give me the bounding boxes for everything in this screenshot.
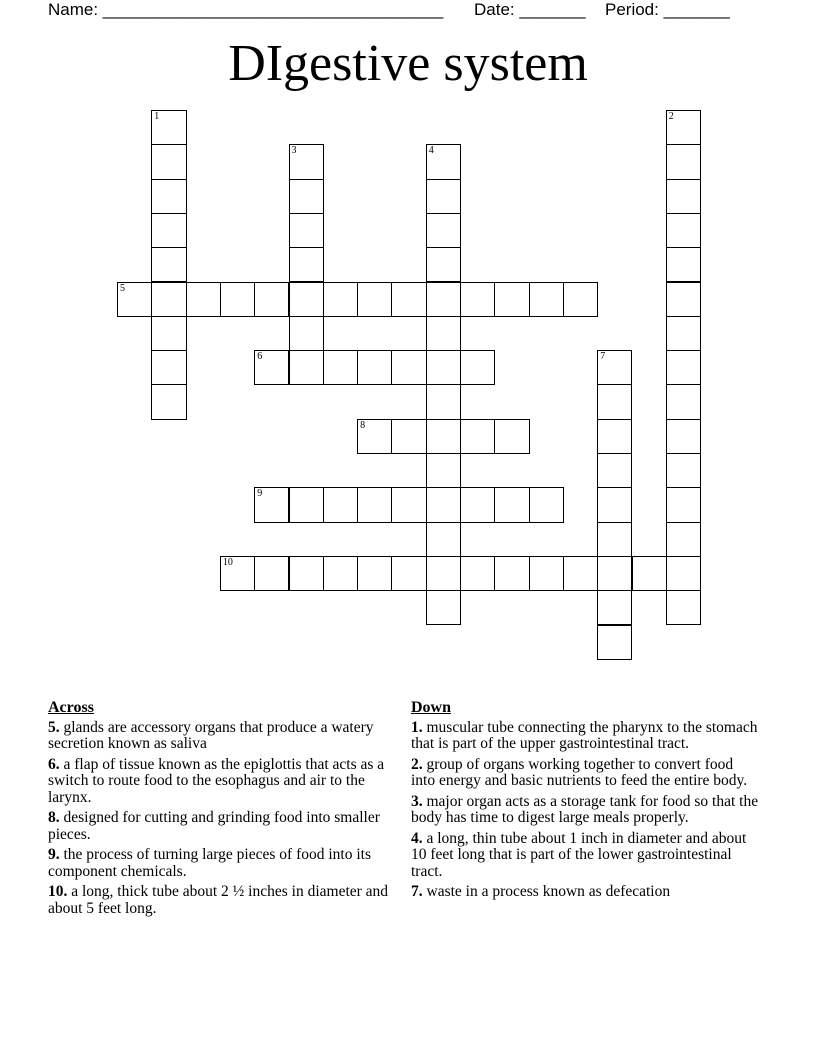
grid-cell[interactable] <box>563 556 598 591</box>
grid-cell[interactable] <box>666 110 701 145</box>
grid-cell[interactable] <box>391 419 426 454</box>
grid-cell[interactable] <box>597 590 632 625</box>
grid-cell[interactable] <box>666 213 701 248</box>
grid-cell[interactable] <box>460 350 495 385</box>
grid-cell[interactable] <box>460 487 495 522</box>
clue-text: a long, thick tube about 2 ½ inches in diameter and about 5 feet long. <box>48 883 389 917</box>
across-clue-8 <box>48 810 398 843</box>
grid-cell[interactable] <box>632 556 667 591</box>
grid-cell[interactable] <box>151 110 186 145</box>
clue-number: 3. <box>411 792 423 810</box>
grid-cell[interactable] <box>426 213 461 248</box>
grid-cell[interactable] <box>529 282 564 317</box>
grid-cell[interactable] <box>666 144 701 179</box>
clue-text: waste in a process known as defecation <box>426 883 671 900</box>
grid-cell[interactable] <box>254 487 289 522</box>
grid-cell[interactable] <box>666 522 701 557</box>
down-clues <box>411 700 761 905</box>
grid-cell[interactable] <box>666 179 701 214</box>
clue-number: 7. <box>411 883 423 900</box>
grid-cell[interactable] <box>666 282 701 317</box>
grid-cell[interactable] <box>151 144 186 179</box>
date-label: Date: _______ <box>474 0 586 19</box>
grid-cell[interactable] <box>151 316 186 351</box>
grid-cell[interactable] <box>426 316 461 351</box>
clue-number-label: 9 <box>257 488 263 500</box>
across-clues <box>48 700 398 921</box>
down-heading: Down <box>411 699 452 716</box>
clue-text: glands are accessory organs that produce a watery secretion known as saliva <box>48 718 374 752</box>
grid-cell[interactable] <box>426 590 461 625</box>
grid-cell[interactable] <box>289 179 324 214</box>
clue-number-label: 5 <box>120 282 125 294</box>
grid-cell[interactable] <box>426 419 461 454</box>
clue-number-label: 8 <box>360 419 366 431</box>
grid-cell[interactable] <box>529 487 564 522</box>
grid-cell[interactable] <box>289 247 324 282</box>
clue-number-label: 1 <box>154 111 160 122</box>
grid-cell[interactable] <box>357 419 392 454</box>
name-label: Name: ____________________________________ <box>48 0 444 19</box>
grid-cell[interactable] <box>460 419 495 454</box>
grid-cell[interactable] <box>117 282 152 317</box>
clue-number-label: 7 <box>600 351 606 363</box>
clue-number: 8. <box>48 809 60 826</box>
grid-cell[interactable] <box>494 556 529 591</box>
grid-cell[interactable] <box>151 213 186 248</box>
grid-cell[interactable] <box>666 590 701 625</box>
down-clue-7 <box>411 884 761 901</box>
grid-cell[interactable] <box>426 384 461 419</box>
grid-cell[interactable] <box>151 282 186 317</box>
grid-cell[interactable] <box>494 419 529 454</box>
grid-cell[interactable] <box>357 350 392 385</box>
clue-text: designed for cutting and grinding food into smaller pieces. <box>48 809 380 843</box>
grid-cell[interactable] <box>597 522 632 557</box>
across-heading: Across <box>48 699 94 716</box>
clue-number: 1. <box>411 718 423 736</box>
down-clue-2 <box>411 757 761 790</box>
grid-cell[interactable] <box>220 556 255 591</box>
grid-cell[interactable] <box>666 316 701 351</box>
clue-number-label: 3 <box>291 145 297 157</box>
grid-cell[interactable] <box>666 350 701 385</box>
grid-cell[interactable] <box>426 282 461 317</box>
clue-number: 9. <box>48 846 60 863</box>
grid-cell[interactable] <box>357 282 392 317</box>
grid-cell[interactable] <box>391 282 426 317</box>
clue-number: 6. <box>48 755 60 773</box>
grid-cell[interactable] <box>597 453 632 488</box>
grid-cell[interactable] <box>186 282 221 317</box>
clue-number-label: 4 <box>428 145 434 157</box>
clue-text: muscular tube connecting the pharynx to the stomach that is part of the upper gastrointestinal tract. <box>411 718 758 752</box>
grid-cell[interactable] <box>289 213 324 248</box>
grid-cell[interactable] <box>426 179 461 214</box>
grid-cell[interactable] <box>254 282 289 317</box>
across-clue-10 <box>48 884 398 917</box>
clue-text: group of organs working together to convert food into energy and basic nutrients to feed the entire body. <box>411 755 748 789</box>
down-clue-4 <box>411 831 761 881</box>
clue-text: a long, thin tube about 1 inch in diameter and about 10 feet long that is part of the lower gastrointestinal tract. <box>411 829 747 880</box>
grid-cell[interactable] <box>426 247 461 282</box>
grid-cell[interactable] <box>666 247 701 282</box>
grid-cell[interactable] <box>220 282 255 317</box>
grid-cell[interactable] <box>494 487 529 522</box>
grid-cell[interactable] <box>426 350 461 385</box>
clue-number-label: 10 <box>222 556 233 568</box>
grid-cell[interactable] <box>391 350 426 385</box>
clue-number: 5. <box>48 718 60 736</box>
grid-cell[interactable] <box>151 350 186 385</box>
grid-cell[interactable] <box>460 282 495 317</box>
clue-text: the process of turning large pieces of food into its component chemicals. <box>48 846 371 880</box>
across-clue-6 <box>48 757 398 807</box>
down-clue-1 <box>411 720 761 753</box>
grid-cell[interactable] <box>426 453 461 488</box>
grid-cell[interactable] <box>529 556 564 591</box>
grid-cell[interactable] <box>357 487 392 522</box>
grid-cell[interactable] <box>391 556 426 591</box>
grid-cell[interactable] <box>597 419 632 454</box>
grid-cell[interactable] <box>426 556 461 591</box>
clue-number-label: 2 <box>668 111 674 122</box>
period-label: Period: _______ <box>605 0 730 19</box>
grid-cell[interactable] <box>426 522 461 557</box>
grid-cell[interactable] <box>391 487 426 522</box>
grid-cell[interactable] <box>289 316 324 351</box>
grid-cell[interactable] <box>666 453 701 488</box>
grid-cell[interactable] <box>597 384 632 419</box>
clue-number: 2. <box>411 755 423 773</box>
grid-cell[interactable] <box>426 144 461 179</box>
grid-cell[interactable] <box>666 384 701 419</box>
grid-cell[interactable] <box>289 556 324 591</box>
grid-cell[interactable] <box>666 419 701 454</box>
grid-cell[interactable] <box>323 556 358 591</box>
clue-text: major organ acts as a storage tank for food so that the body has time to digest large meals properly. <box>411 792 759 826</box>
grid-cell[interactable] <box>426 487 461 522</box>
grid-cell[interactable] <box>460 556 495 591</box>
down-clue-3 <box>411 794 761 827</box>
grid-cell[interactable] <box>151 247 186 282</box>
clue-number: 10. <box>48 883 68 900</box>
grid-cell[interactable] <box>597 487 632 522</box>
grid-cell[interactable] <box>289 282 324 317</box>
across-clue-9 <box>48 847 398 880</box>
grid-cell[interactable] <box>323 350 358 385</box>
page-title: DIgestive system <box>228 35 588 92</box>
grid-cell[interactable] <box>494 282 529 317</box>
clue-number: 4. <box>411 829 423 847</box>
grid-cell[interactable] <box>666 487 701 522</box>
across-clue-5 <box>48 720 398 753</box>
grid-cell[interactable] <box>289 144 324 179</box>
grid-cell[interactable] <box>289 350 324 385</box>
grid-cell[interactable] <box>597 625 632 660</box>
grid-cell[interactable] <box>323 282 358 317</box>
grid-cell[interactable] <box>597 350 632 385</box>
grid-cell[interactable] <box>289 487 324 522</box>
grid-cell[interactable] <box>151 384 186 419</box>
clue-number-label: 6 <box>257 351 263 363</box>
grid-cell[interactable] <box>563 282 598 317</box>
grid-cell[interactable] <box>254 556 289 591</box>
grid-cell[interactable] <box>597 556 632 591</box>
clue-text: a flap of tissue known as the epiglottis that acts as a switch to route food to the esophagus and air to the larynx. <box>48 755 385 806</box>
grid-cell[interactable] <box>254 350 289 385</box>
grid-cell[interactable] <box>151 179 186 214</box>
grid-cell[interactable] <box>357 556 392 591</box>
grid-cell[interactable] <box>323 487 358 522</box>
grid-cell[interactable] <box>666 556 701 591</box>
